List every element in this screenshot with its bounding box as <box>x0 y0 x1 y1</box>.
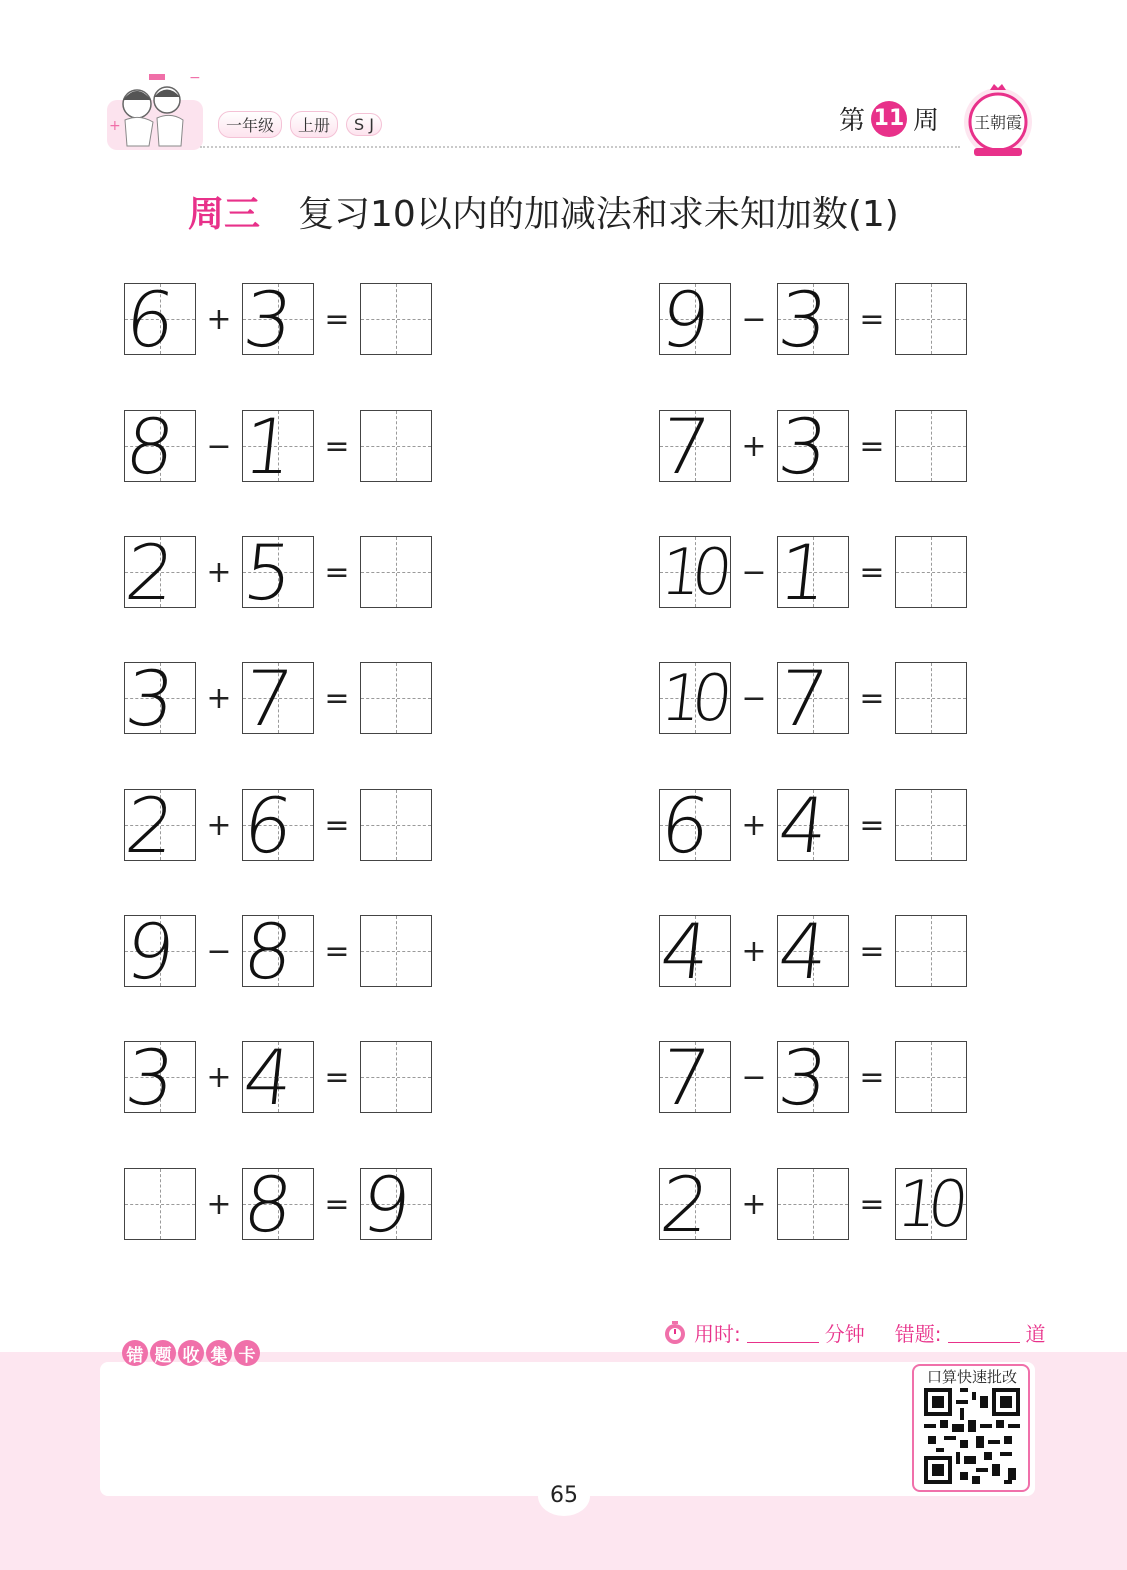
collect-char: 错 <box>122 1340 148 1366</box>
digit-text: 2 <box>121 528 174 617</box>
grade-label: 一年级 <box>218 111 282 138</box>
digit-text <box>357 411 438 483</box>
digit-text <box>357 537 438 609</box>
equals-sign: = <box>324 554 350 590</box>
digit-text: 10 <box>893 1168 963 1242</box>
operand-b-box <box>239 275 314 364</box>
page-number: 65 <box>538 1476 590 1516</box>
operand-b-box <box>774 654 849 743</box>
digit-text: 6 <box>121 275 174 364</box>
operand-b-box <box>239 654 314 743</box>
equals-sign: = <box>324 807 350 843</box>
equals-sign: = <box>859 1186 885 1222</box>
operand-b-box <box>239 907 314 996</box>
digit-text <box>357 663 438 735</box>
digit-text: 3 <box>239 275 292 364</box>
equals-sign: = <box>324 301 350 337</box>
week-indicator <box>839 100 939 137</box>
digit-text: 3 <box>121 654 174 743</box>
mistake-collection-tag <box>122 1340 260 1366</box>
digit-text: 3 <box>774 1033 827 1122</box>
digit-text: 4 <box>239 1033 292 1122</box>
equals-sign: = <box>859 554 885 590</box>
collect-char: 题 <box>150 1340 176 1366</box>
equation-row <box>121 528 432 617</box>
equals-sign: = <box>859 1059 885 1095</box>
page-title <box>188 186 899 237</box>
equation-row <box>121 402 432 491</box>
digit-text <box>892 663 973 735</box>
errors-label: 错题: <box>894 1322 942 1346</box>
result-box[interactable] <box>360 1041 432 1113</box>
equation-row <box>656 275 967 364</box>
digit-text: 3 <box>774 402 827 491</box>
digit-text <box>892 790 973 862</box>
operator: + <box>741 807 767 843</box>
digit-text: 6 <box>656 781 709 870</box>
operand-a-box <box>656 781 731 870</box>
collect-char: 收 <box>178 1340 204 1366</box>
header-divider <box>200 146 960 148</box>
result-box <box>895 1168 967 1240</box>
digit-text: 5 <box>239 528 292 617</box>
result-box[interactable] <box>360 283 432 355</box>
equals-sign: = <box>324 428 350 464</box>
digit-text: 7 <box>774 654 827 743</box>
operand-a-box <box>121 781 196 870</box>
operand-a-box <box>121 402 196 491</box>
collect-char: 集 <box>206 1340 232 1366</box>
operand-b-box <box>774 907 849 996</box>
grade-tag <box>218 112 382 136</box>
operator: + <box>206 554 232 590</box>
equation-row <box>124 1160 432 1249</box>
operand-a-box <box>656 1160 731 1249</box>
operand-a-box <box>121 275 196 364</box>
minutes-label: 分钟 <box>824 1322 865 1346</box>
equation-row <box>656 1160 967 1249</box>
equation-row <box>657 654 967 743</box>
svg-text:+: + <box>109 118 121 134</box>
result-box[interactable] <box>360 662 432 734</box>
result-box[interactable] <box>360 410 432 482</box>
week-number-badge: 11 <box>871 101 907 137</box>
digit-text <box>357 1042 438 1114</box>
errors-blank[interactable] <box>948 1322 1020 1343</box>
svg-text:−: − <box>189 70 201 86</box>
equation-row <box>121 781 432 870</box>
operand-b-box <box>239 1160 314 1249</box>
equation-row <box>121 1033 432 1122</box>
operand-b-box <box>774 1033 849 1122</box>
operator: + <box>206 807 232 843</box>
operand-a-box <box>656 275 731 364</box>
operand-a-box <box>121 528 196 617</box>
operator: + <box>741 428 767 464</box>
operand-a-box[interactable] <box>124 1168 196 1240</box>
digit-text <box>892 411 973 483</box>
equation-row <box>656 907 967 996</box>
operator: + <box>206 1059 232 1095</box>
week-suffix: 周 <box>912 106 939 136</box>
equals-sign: = <box>859 428 885 464</box>
collect-char: 卡 <box>234 1340 260 1366</box>
equation-row <box>656 781 967 870</box>
operand-a-box <box>659 536 731 608</box>
operator: + <box>206 680 232 716</box>
operator: − <box>741 1059 767 1095</box>
digit-text: 7 <box>656 402 709 491</box>
timer-line <box>662 1318 1046 1347</box>
digit-text <box>892 1042 973 1114</box>
digit-text: 7 <box>239 654 292 743</box>
digit-text: 1 <box>239 402 292 491</box>
operand-a-box <box>659 662 731 734</box>
equation-row <box>121 907 432 996</box>
operator: − <box>741 554 767 590</box>
result-box[interactable] <box>895 536 967 608</box>
result-box[interactable] <box>360 915 432 987</box>
operand-a-box <box>656 1033 731 1122</box>
digit-text: 4 <box>774 781 827 870</box>
digit-text: 3 <box>121 1033 174 1122</box>
operand-a-box <box>656 402 731 491</box>
result-box[interactable] <box>895 1041 967 1113</box>
operator: − <box>741 680 767 716</box>
operand-a-box <box>121 654 196 743</box>
operand-b-box <box>774 275 849 364</box>
equals-sign: = <box>859 301 885 337</box>
result-box[interactable] <box>895 789 967 861</box>
seal-text: 王朝霞 <box>973 115 1023 132</box>
operator: + <box>206 301 232 337</box>
week-prefix: 第 <box>838 106 865 136</box>
digit-text: 8 <box>239 907 292 996</box>
equals-sign: = <box>859 933 885 969</box>
operand-b-box[interactable] <box>777 1168 849 1240</box>
edition-label: S J <box>346 113 382 136</box>
operand-b-box <box>774 402 849 491</box>
equals-sign: = <box>324 1059 350 1095</box>
operator: + <box>206 1186 232 1222</box>
operand-b-box <box>774 528 849 617</box>
equals-sign: = <box>859 680 885 716</box>
digit-text: 7 <box>656 1033 709 1122</box>
digit-text: 4 <box>656 907 709 996</box>
equals-sign: = <box>324 680 350 716</box>
operator: − <box>206 428 232 464</box>
time-blank[interactable] <box>747 1322 819 1343</box>
digit-text: 2 <box>656 1160 709 1249</box>
kids-illustration-icon <box>105 70 205 154</box>
equation-row <box>656 402 967 491</box>
digit-text: 10 <box>657 662 727 736</box>
qr-label: 口算快速批改 <box>926 1368 1017 1386</box>
operator: + <box>741 1186 767 1222</box>
result-box[interactable] <box>895 662 967 734</box>
operand-a-box <box>656 907 731 996</box>
errors-unit: 道 <box>1025 1322 1046 1346</box>
digit-text: 4 <box>774 907 827 996</box>
digit-text <box>892 537 973 609</box>
result-box[interactable] <box>895 410 967 482</box>
operand-a-box <box>121 1033 196 1122</box>
operator: − <box>206 933 232 969</box>
operand-b-box <box>239 528 314 617</box>
seal-logo-icon <box>960 82 1036 158</box>
operand-b-box <box>239 402 314 491</box>
digit-text: 8 <box>121 402 174 491</box>
digit-text <box>357 916 438 988</box>
equation-row <box>656 1033 967 1122</box>
digit-text <box>774 1169 855 1241</box>
result-box[interactable] <box>895 283 967 355</box>
volume-label: 上册 <box>290 111 338 138</box>
equals-sign: = <box>324 1186 350 1222</box>
digit-text: 2 <box>121 781 174 870</box>
equation-row <box>121 275 432 364</box>
equals-sign: = <box>324 933 350 969</box>
equation-row <box>121 654 432 743</box>
digit-text: 6 <box>239 781 292 870</box>
result-box[interactable] <box>895 915 967 987</box>
digit-text <box>357 790 438 862</box>
operand-b-box <box>239 781 314 870</box>
stopwatch-icon <box>662 1320 688 1346</box>
digit-text: 3 <box>774 275 827 364</box>
digit-text: 9 <box>357 1160 410 1249</box>
result-box[interactable] <box>360 536 432 608</box>
operand-b-box <box>774 781 849 870</box>
digit-text: 1 <box>774 528 827 617</box>
equals-sign: = <box>859 807 885 843</box>
result-box <box>357 1160 432 1249</box>
time-label: 用时: <box>694 1322 741 1346</box>
title-day: 周三 <box>188 194 261 235</box>
operator: − <box>741 301 767 337</box>
digit-text: 10 <box>657 536 727 610</box>
digit-text: 9 <box>121 907 174 996</box>
title-main: 复习10以内的加减法和求未知加数(1) <box>298 194 899 235</box>
result-box[interactable] <box>360 789 432 861</box>
equation-row <box>657 528 967 617</box>
qr-code-icon[interactable] <box>924 1388 1020 1484</box>
digit-text: 8 <box>239 1160 292 1249</box>
operand-a-box <box>121 907 196 996</box>
operator: + <box>741 933 767 969</box>
digit-text <box>892 284 973 356</box>
operand-b-box <box>239 1033 314 1122</box>
digit-text: 9 <box>656 275 709 364</box>
digit-text <box>121 1169 202 1241</box>
digit-text <box>357 284 438 356</box>
digit-text <box>892 916 973 988</box>
